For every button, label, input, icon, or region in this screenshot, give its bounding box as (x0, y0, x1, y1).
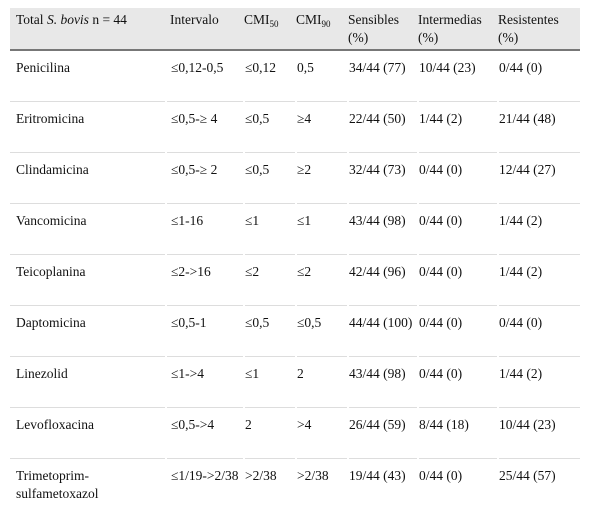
cell-intervalo: ≤2->16 (166, 254, 244, 305)
table-row (10, 458, 580, 509)
cell-sensibles: 42/44 (96) (348, 254, 418, 305)
cell-cmi90: ≥4 (296, 101, 348, 152)
cell-drug: Trimetoprim-sulfametoxazol (10, 458, 166, 509)
cell-resistentes: 25/44 (57) (499, 467, 556, 483)
cell-sensibles: 43/44 (98) (348, 203, 418, 254)
cell-drug: Teicoplanina (10, 254, 166, 305)
cell-intermedias: 0/44 (0) (418, 305, 498, 356)
susceptibility-table (10, 8, 580, 509)
cell-intervalo: ≤1/19->2/38 (166, 458, 244, 509)
header-cmi90: $CMI_{90}$ (296, 8, 348, 50)
header-sensibles: Sensibles (%) (348, 8, 418, 50)
cell-cmi90: 0,5 (296, 50, 348, 101)
table-row (10, 101, 580, 152)
cell-cmi90: 2 (296, 356, 348, 407)
table-row (10, 203, 580, 254)
cell-intermedias: 0/44 (0) (418, 356, 498, 407)
susceptibility-table-container (10, 8, 580, 509)
cell-sensibles: 26/44 (59) (348, 407, 418, 458)
table-row (10, 50, 580, 101)
header-total-s-bovis: Total S. bovis n = 44 (10, 8, 166, 50)
cell-drug: Clindamicina (10, 152, 166, 203)
cell-resistentes: 12/44 (27) (498, 152, 580, 203)
cell-cmi50: ≤0,5 (244, 152, 296, 203)
table-row (10, 305, 580, 356)
cell-intermedias: 10/44 (23) (418, 50, 498, 101)
cell-intervalo: ≤0,5-≥ 2 (166, 152, 244, 203)
cell-cmi90: >4 (296, 407, 348, 458)
table-row (10, 254, 580, 305)
cell-intermedias: 8/44 (18) (418, 407, 498, 458)
cell-sensibles: 34/44 (77) (348, 50, 418, 101)
cell-cmi50: >2/38 (244, 458, 296, 509)
cell-intermedias: 0/44 (0) (418, 203, 498, 254)
cell-resistentes: 21/44 (48) (498, 101, 580, 152)
cell-drug: Vancomicina (10, 203, 166, 254)
cell-intermedias: 0/44 (0) (418, 254, 498, 305)
cell-resistentes: 0/44 (0) (498, 50, 580, 101)
cell-resistentes: 1/44 (2) (498, 254, 580, 305)
cell-intervalo: ≤0,5-1 (166, 305, 244, 356)
cell-cmi50: ≤0,12 (244, 50, 296, 101)
cell-drug: Levofloxacina (10, 407, 166, 458)
cell-resistentes: 1/44 (2) (498, 356, 580, 407)
cell-sensibles: 22/44 (50) (348, 101, 418, 152)
cell-drug: Linezolid (10, 356, 166, 407)
cell-resistentes: 1/44 (2) (498, 203, 580, 254)
cell-sensibles: 19/44 (43) (348, 458, 418, 509)
header-cmi50: $CMI_{50}$ (244, 8, 296, 50)
cell-cmi50: ≤0,5 (244, 305, 296, 356)
cell-intervalo: ≤0,5->4 (166, 407, 244, 458)
cell-cmi50: ≤1 (244, 356, 296, 407)
table-row (10, 407, 580, 458)
cell-drug: Eritromicina (10, 101, 166, 152)
cell-intermedias: 0/44 (0) (418, 458, 498, 509)
cell-cmi50: ≤0,5 (244, 101, 296, 152)
cell-sensibles: 43/44 (98) (348, 356, 418, 407)
header-intermedias: Intermedias (%) (418, 8, 498, 50)
cell-resistentes: 0/44 (0) (498, 305, 580, 356)
cell-cmi50: ≤2 (244, 254, 296, 305)
cell-intermedias: 1/44 (2) (418, 101, 498, 152)
cell-cmi90: ≥2 (296, 152, 348, 203)
cell-sensibles: 32/44 (73) (348, 152, 418, 203)
cell-drug: Daptomicina (10, 305, 166, 356)
table-row (10, 356, 580, 407)
cell-cmi90: ≤2 (296, 254, 348, 305)
table-header-row (10, 8, 580, 50)
header-resistentes: Resistentes (%) (498, 8, 580, 50)
cell-intervalo: ≤0,12-0,5 (166, 50, 244, 101)
cell-intervalo: ≤1-16 (166, 203, 244, 254)
cell-cmi50: 2 (244, 407, 296, 458)
cell-cmi50: ≤1 (244, 203, 296, 254)
cell-drug: Penicilina (10, 50, 166, 101)
cell-intervalo: ≤0,5-≥ 4 (166, 101, 244, 152)
cell-cmi90: >2/38 (296, 458, 348, 509)
cell-resistentes: 10/44 (23) (498, 407, 580, 458)
header-intervalo: Intervalo (166, 8, 244, 50)
table-row (10, 152, 580, 203)
cell-cmi90: ≤1 (296, 203, 348, 254)
cell-sensibles: 44/44 (100) (348, 305, 418, 356)
cell-intermedias: 0/44 (0) (418, 152, 498, 203)
cell-intervalo: ≤1->4 (166, 356, 244, 407)
cell-cmi90: ≤0,5 (296, 305, 348, 356)
